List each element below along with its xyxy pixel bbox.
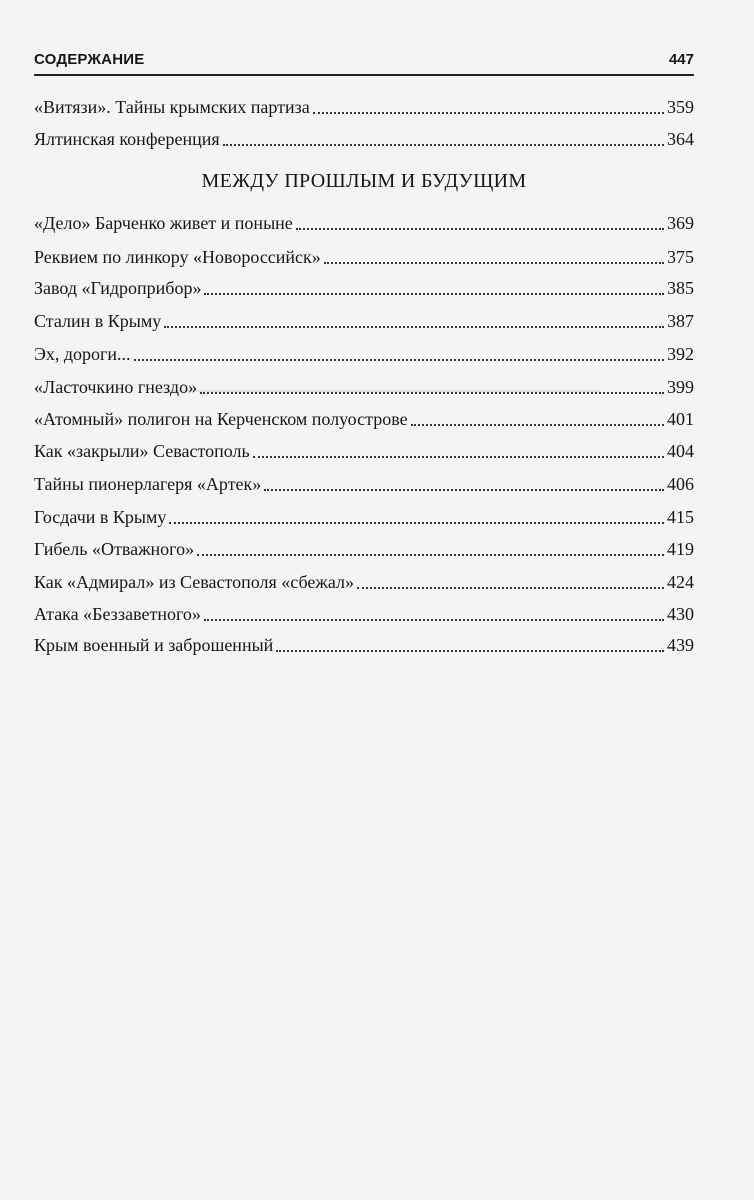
- toc-entry-title: «Дело» Барченко живет и поныне: [34, 213, 293, 233]
- toc-entry: [34, 271, 694, 299]
- toc-entry-page: 419: [667, 539, 694, 559]
- toc-entry: [34, 90, 694, 118]
- toc-entry-page: 392: [667, 344, 694, 364]
- toc-leader: [324, 261, 664, 264]
- toc-entry-title: Госдачи в Крыму: [34, 507, 167, 527]
- toc-entry-title: «Атомный» полигон на Керченском полуострове: [34, 409, 408, 429]
- toc-entry: [34, 565, 694, 593]
- running-header: [34, 44, 694, 76]
- toc-entry: [34, 402, 694, 430]
- toc-leader: [169, 521, 664, 524]
- toc-entry-page: 375: [667, 247, 694, 267]
- toc-entry: [34, 206, 694, 234]
- toc-entry: [34, 467, 694, 495]
- toc-entry-page: 359: [667, 97, 694, 117]
- toc-leader: [164, 325, 664, 328]
- toc-entry-title: Реквием по линкору «Новороссийск»: [34, 247, 321, 267]
- toc-entry-page: 401: [667, 409, 694, 429]
- toc-entry: [34, 597, 694, 625]
- page-number: 447: [668, 51, 694, 68]
- toc-entry: [34, 434, 694, 462]
- toc-leader: [357, 586, 664, 589]
- toc-entry-title: «Ласточкино гнездо»: [34, 377, 198, 397]
- toc-leader: [204, 292, 664, 295]
- toc-entry-page: 424: [667, 572, 694, 592]
- toc-entry-page: 369: [667, 213, 694, 233]
- toc-leader: [276, 649, 664, 652]
- toc-entry-title: Как «Адмирал» из Севастополя «сбежал»: [34, 572, 354, 592]
- toc-leader: [264, 488, 664, 491]
- toc-entry-page: 404: [667, 441, 694, 461]
- toc-entry-title: Тайны пионерлагеря «Артек»: [34, 474, 262, 494]
- toc-leader: [296, 227, 664, 230]
- toc-entry-page: 364: [667, 129, 694, 149]
- toc-entry-page: 430: [667, 604, 694, 624]
- toc-entry-title: «Витязи». Тайны крымских партиза: [34, 97, 310, 117]
- toc-entry-title: Как «закрыли» Севастополь: [34, 441, 250, 461]
- toc-leader: [313, 111, 664, 114]
- toc-entry: [34, 240, 694, 268]
- toc-leader: [200, 391, 664, 394]
- toc-leader: [223, 143, 664, 146]
- toc-entry: [34, 370, 694, 398]
- toc-entry-title: Гибель «Отважного»: [34, 539, 195, 559]
- toc-entry-title: Эх, дороги...: [34, 344, 131, 364]
- toc-entry-title: Сталин в Крыму: [34, 311, 162, 331]
- toc-entry-title: Ялтинская конференция: [34, 129, 220, 149]
- toc-page: [34, 0, 694, 1200]
- section-title: СОДЕРЖАНИЕ: [34, 51, 145, 68]
- toc-entry-title: Крым военный и заброшенный: [34, 635, 274, 655]
- toc-entry-title: Завод «Гидроприбор»: [34, 278, 202, 298]
- toc-entry: [34, 628, 694, 656]
- toc-entry: [34, 337, 694, 365]
- toc-entry-title: Атака «Беззаветного»: [34, 604, 201, 624]
- toc-entry: [34, 532, 694, 560]
- toc-entry-page: 439: [667, 635, 694, 655]
- toc-entry-page: 385: [667, 278, 694, 298]
- toc-entry: [34, 122, 694, 150]
- toc-entry: [34, 500, 694, 528]
- toc-entry-page: 415: [667, 507, 694, 527]
- toc-leader: [197, 553, 664, 556]
- toc-leader: [204, 618, 664, 621]
- toc-leader: [253, 455, 664, 458]
- toc-entry-page: 399: [667, 377, 694, 397]
- toc-leader: [134, 358, 664, 361]
- part-heading: МЕЖДУ ПРОШЛЫМ И БУДУЩИМ: [201, 170, 527, 192]
- toc-entry-page: 387: [667, 311, 694, 331]
- toc-entry: [34, 304, 694, 332]
- toc-entry-page: 406: [667, 474, 694, 494]
- toc-leader: [411, 423, 664, 426]
